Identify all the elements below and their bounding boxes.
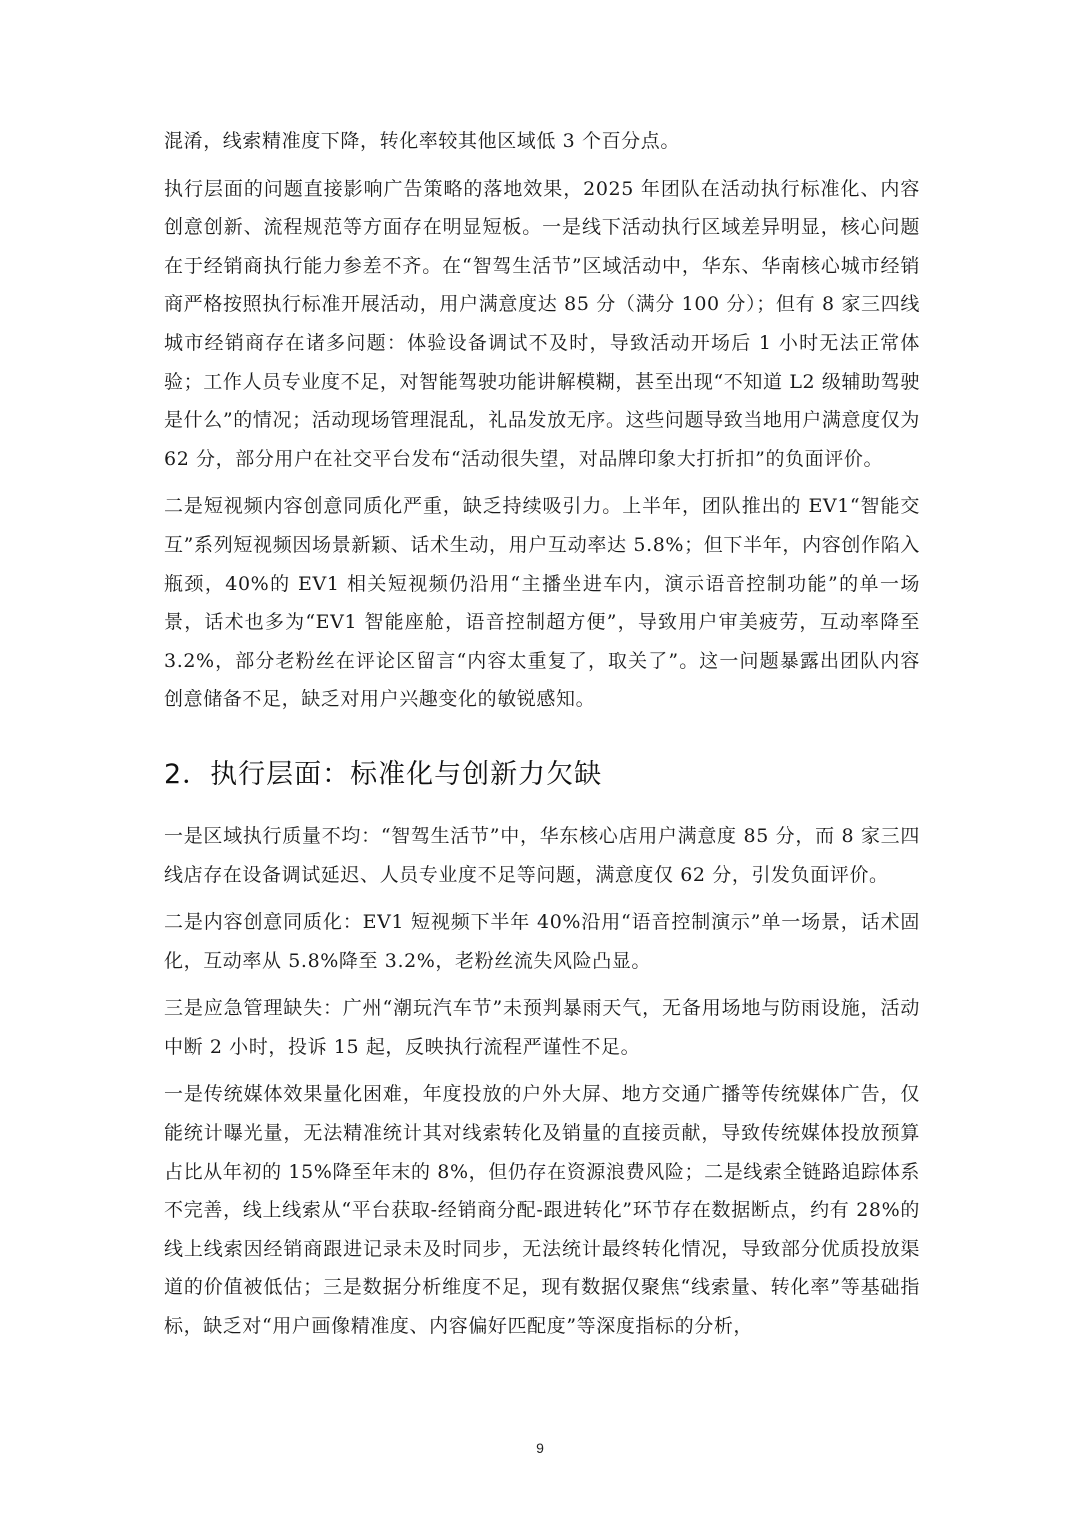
paragraph-execution-issues: 执行层面的问题直接影响广告策略的落地效果，2025 年团队在活动执行标准化、内容创意创新、流程规范等方面存在明显短板。一是线下活动执行区域差异明显，核心问题在于经销商执行能力参差不齐。在“智驾生活节”区域活动中，华东、华南核心城市经销商严格按照执行标准开展活动，用户满意度达 85 分（满分 100 分）；但有 8 家三四线城市经销商存在诸多问题：体验设备调试不及时，导致活动开场后 1 小时无法正常体验；工作人员专业度不足，对智能驾驶功能讲解模糊，甚至出现“不知道 L2 级辅助驾驶是什么”的情况；活动现场管理混乱，礼品发放无序。这些问题导致当地用户满意度仅为 62 分，部分用户在社交平台发布“活动很失望，对品牌印象大打折扣”的负面评价。 — [164, 177, 920, 470]
paragraph-continuation: 混淆，线索精准度下降，转化率较其他区域低 3 个百分点。 — [164, 130, 680, 152]
paragraph-content-homogeneity: 二是内容创意同质化：EV1 短视频下半年 40%沿用“语音控制演示”单一场景，话术固化，互动率从 5.8%降至 3.2%，老粉丝流失风险凸显。 — [164, 911, 920, 972]
section-heading: 2．执行层面：标准化与创新力欠缺 — [164, 758, 603, 790]
paragraph-emergency-management: 三是应急管理缺失：广州“潮玩汽车节”未预判暴雨天气，无备用场地与防雨设施，活动中断 2 小时，投诉 15 起，反映执行流程严谨性不足。 — [164, 997, 920, 1058]
paragraph-data-measurement: 一是传统媒体效果量化困难，年度投放的户外大屏、地方交通广播等传统媒体广告，仅能统计曝光量，无法精准统计其对线索转化及销量的直接贡献，导致传统媒体投放预算占比从年初的 15%降至年末的 8%，但仍存在资源浪费风险；二是线索全链路追踪体系不完善，线上线索从“平台获取-经销商分配-跟进转化”环节存在数据断点，约有 28%的线上线索因经销商跟进记录未及时同步，无法统计最终转化情况，导致部分优质投放渠道的价值被低估；三是数据分析维度不足，现有数据仅聚焦“线索量、转化率”等基础指标，缺乏对“用户画像精准度、内容偏好匹配度”等深度指标的分析， — [164, 1083, 920, 1338]
page-number: 9 — [536, 1440, 544, 1456]
page-body — [164, 122, 920, 1346]
paragraph-short-video-issues: 二是短视频内容创意同质化严重，缺乏持续吸引力。上半年，团队推出的 EV1“智能交互”系列短视频因场景新颖、话术生动，用户互动率达 5.8%；但下半年，内容创作陷入瓶颈，40%的 EV1 相关短视频仍沿用“主播坐进车内，演示语音控制功能”的单一场景，话术也多为“EV1 智能座舱，语音控制超方便”，导致用户审美疲劳，互动率降至 3.2%，部分老粉丝在评论区留言“内容太重复了，取关了”。这一问题暴露出团队内容创意储备不足，缺乏对用户兴趣变化的敏锐感知。 — [164, 495, 920, 711]
paragraph-regional-quality: 一是区域执行质量不均：“智驾生活节”中，华东核心店用户满意度 85 分，而 8 家三四线店存在设备调试延迟、人员专业度不足等问题，满意度仅 62 分，引发负面评价。 — [164, 824, 920, 886]
